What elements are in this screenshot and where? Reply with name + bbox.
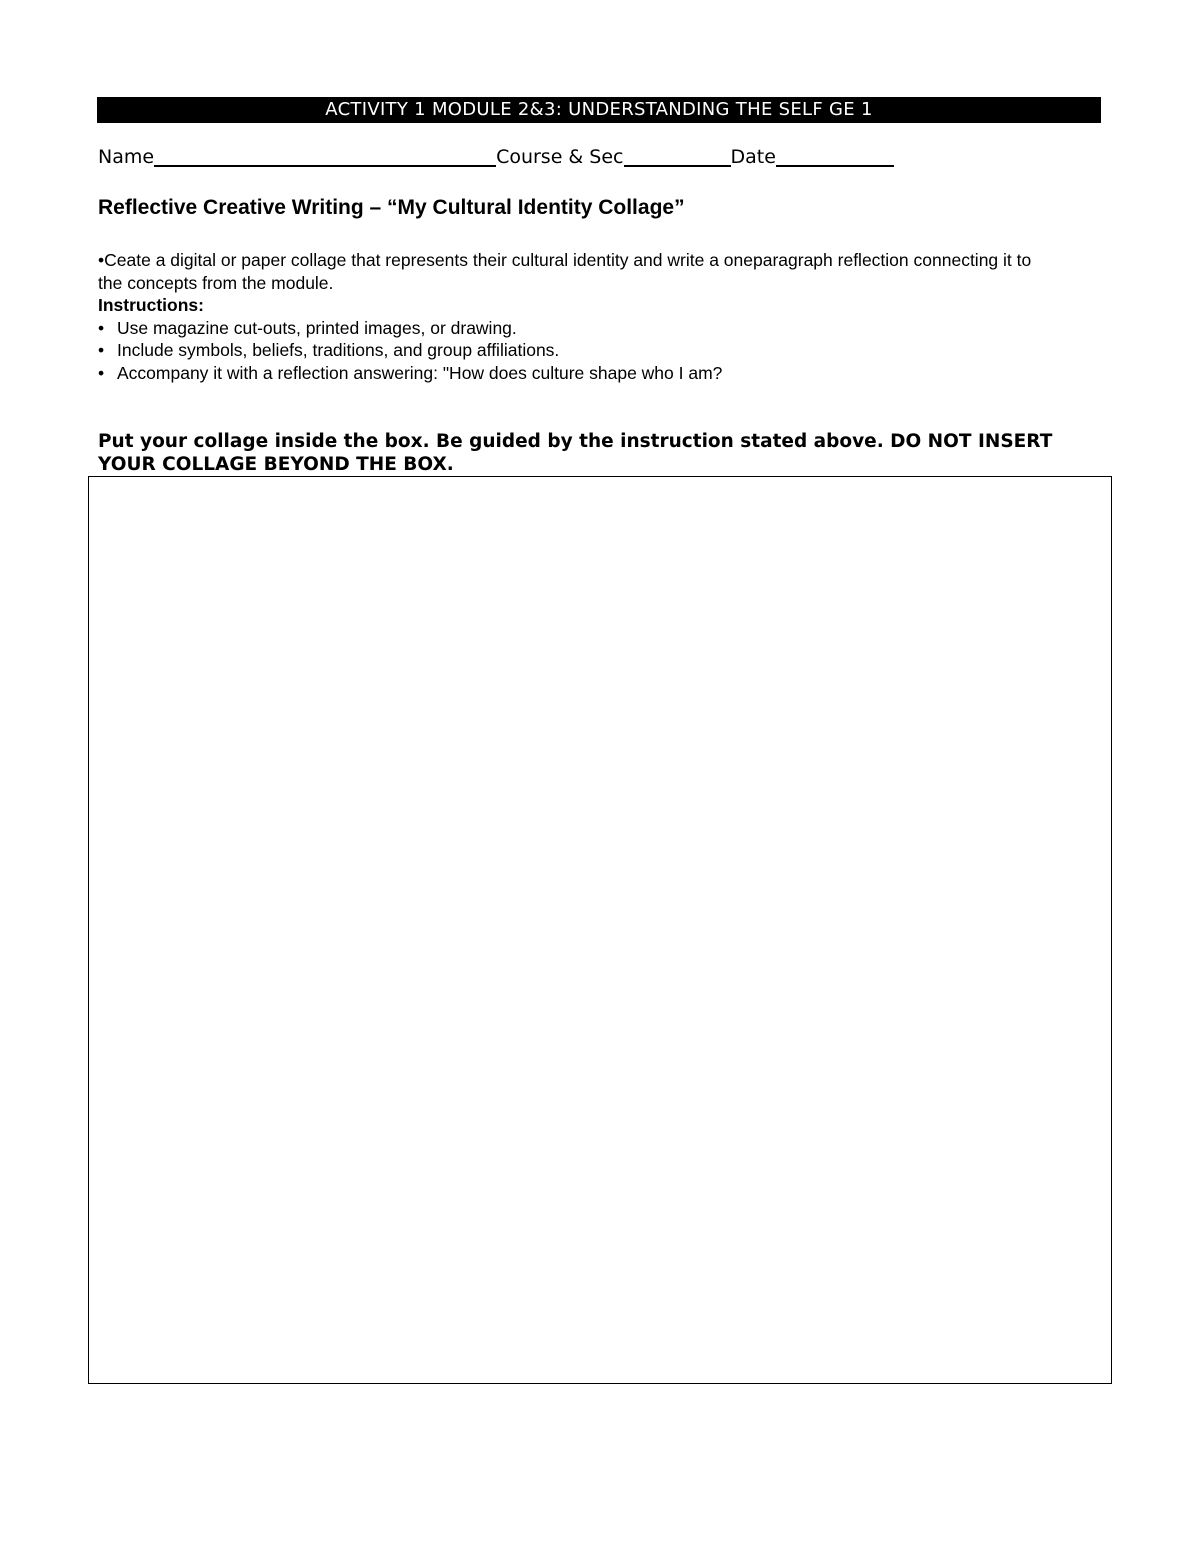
task-text: Ceate a digital or paper collage that represents their cultural identity and write a oneparagraph reflection connecting it to the concepts from the module. bbox=[98, 250, 1032, 293]
section-heading: Reflective Creative Writing – “My Cultural Identity Collage” bbox=[98, 196, 685, 219]
date-field[interactable] bbox=[776, 145, 894, 167]
task-description bbox=[98, 249, 1038, 294]
student-info-fields bbox=[98, 142, 894, 170]
course-field[interactable] bbox=[624, 145, 731, 167]
collage-instruction: Put your collage inside the box. Be guided by the instruction stated above. DO NOT INSERT YOUR COLLAGE BEYOND THE BOX. bbox=[98, 431, 1053, 475]
list-item bbox=[98, 339, 1038, 362]
list-item-text: Accompany it with a reflection answering: "How does culture shape who I am? bbox=[117, 362, 723, 383]
instructions-block bbox=[98, 249, 1038, 385]
course-label: Course & Sec bbox=[496, 146, 624, 168]
list-item-text: Use magazine cut-outs, printed images, or drawing. bbox=[117, 317, 517, 338]
list-item-text: Include symbols, beliefs, traditions, and group affiliations. bbox=[117, 340, 560, 361]
task-bullet: • bbox=[98, 250, 105, 270]
instructions-label: Instructions: bbox=[98, 295, 204, 316]
page-title: ACTIVITY 1 MODULE 2&3: UNDERSTANDING THE SELF GE 1 bbox=[97, 97, 1101, 123]
list-item bbox=[98, 317, 1038, 340]
collage-box[interactable] bbox=[88, 476, 1112, 1384]
bullet-icon: • bbox=[98, 362, 105, 383]
name-label: Name bbox=[98, 146, 155, 168]
name-field[interactable] bbox=[154, 145, 496, 167]
list-item bbox=[98, 362, 1038, 385]
bullet-icon: • bbox=[98, 340, 105, 361]
date-label: Date bbox=[730, 146, 776, 168]
instructions-list bbox=[98, 317, 1038, 385]
bullet-icon: • bbox=[98, 317, 105, 338]
